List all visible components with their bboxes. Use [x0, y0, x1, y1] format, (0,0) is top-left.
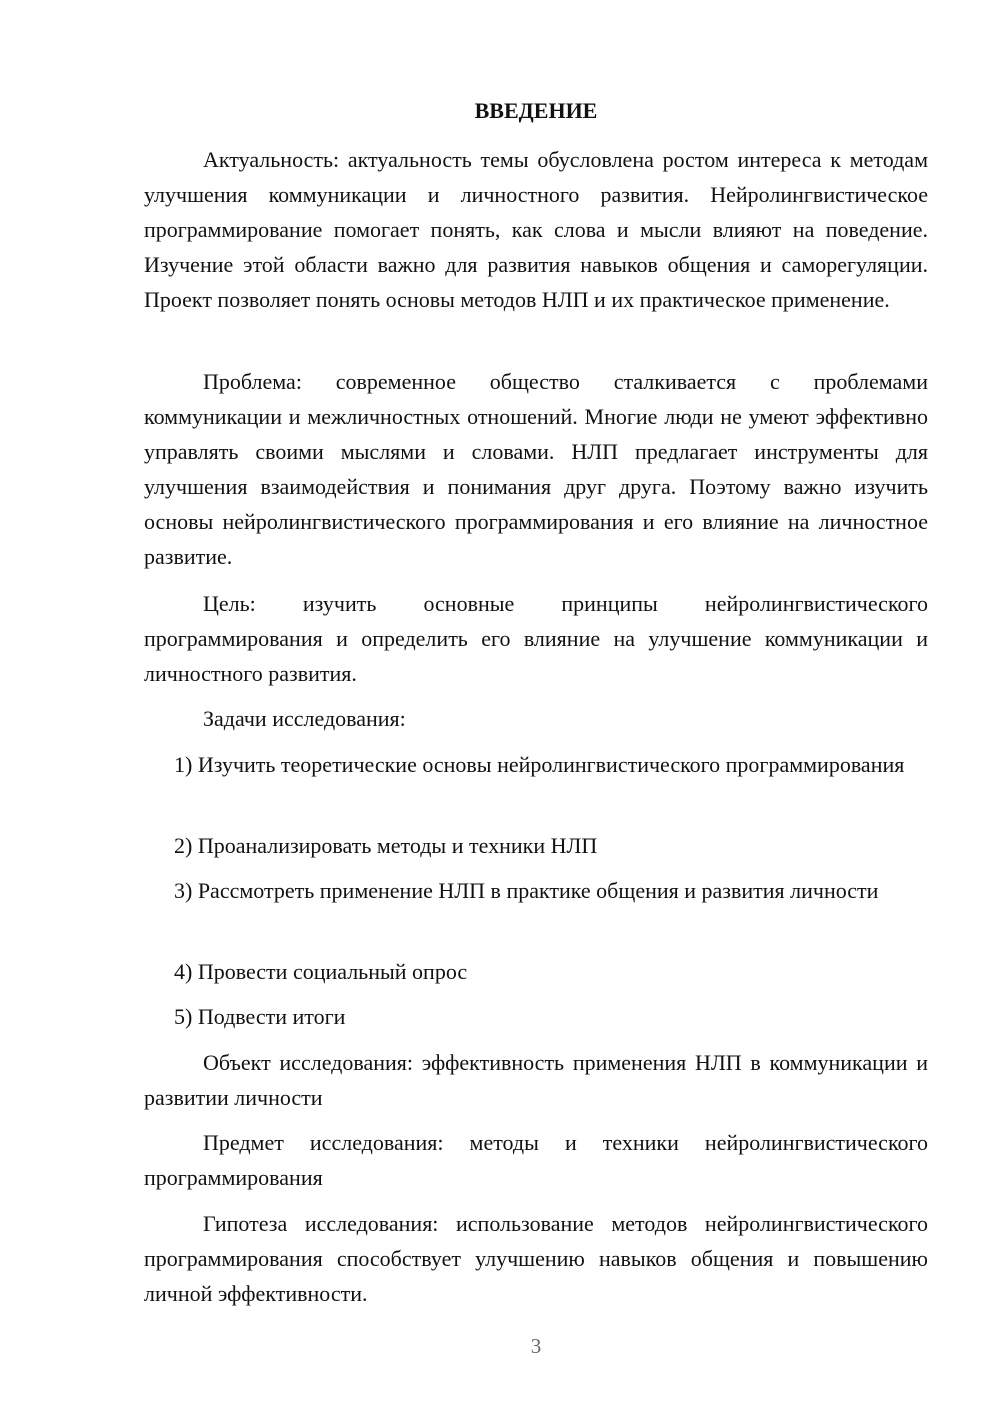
tasks-heading: Задачи исследования: [203, 706, 406, 731]
paragraph-object: Объект исследования: эффективность применения НЛП в коммуникации и развитии личности [144, 1050, 928, 1110]
paragraph-subject: Предмет исследования: методы и техники нейролингвистического программирования [144, 1130, 928, 1190]
page-number: 3 [530, 1334, 542, 1358]
paragraph-relevance: Актуальность: актуальность темы обусловлена ростом интереса к методам улучшения коммуникации и личностного развития. Нейролингвистическое программирование помогает понять, как слова и мысли влияют на поведение. Изучение этой области важно для развития навыков общения и саморегуляции. Проект позволяет понять основы методов НЛП и их практическое применение. [144, 147, 928, 312]
task-item-2: 2) Проанализировать методы и техники НЛП [174, 833, 598, 858]
page-title: ВВЕДЕНИЕ [474, 98, 598, 123]
paragraph-problem: Проблема: современное общество сталкивается с проблемами коммуникации и межличностных отношений. Многие люди не умеют эффективно управлять своими мыслями и словами. НЛП предлагает инструменты для улучшения взаимодействия и понимания друг друга. Поэтому важно изучить основы нейролингвистического программирования и его влияние на личностное развитие. [144, 369, 928, 569]
paragraph-goal: Цель: изучить основные принципы нейролингвистического программирования и определить его влияние на улучшение коммуникации и личностного развития. [144, 591, 928, 686]
task-item-4: 4) Провести социальный опрос [174, 959, 468, 984]
task-item-3: 3) Рассмотреть применение НЛП в практике общения и развития личности [174, 878, 879, 903]
task-item-5: 5) Подвести итоги [174, 1004, 346, 1029]
paragraph-hypothesis: Гипотеза исследования: использование методов нейролингвистического программирования способствует улучшению навыков общения и повышению личной эффективности. [144, 1211, 928, 1306]
task-item-1: 1) Изучить теоретические основы нейролингвистического программирования [174, 752, 905, 777]
